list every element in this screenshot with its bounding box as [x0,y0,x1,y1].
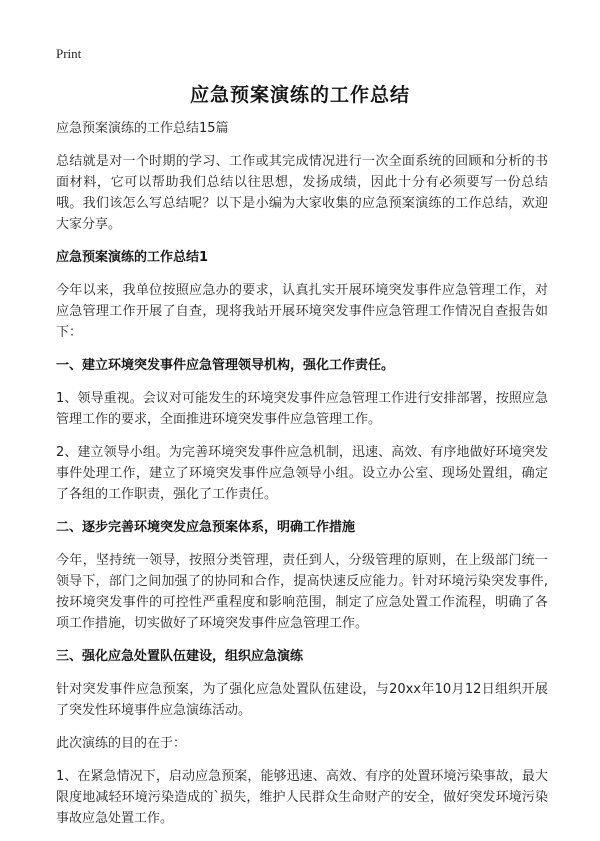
opening-paragraph: 今年以来，我单位按照应急办的要求，认真扎实开展环境突发事件应急管理工作，对应急管理工作开展了自查，现将我站开展环境突发事件应急管理工作情况自查报告如下： [56,283,548,340]
document-subtitle: 应急预案演练的工作总结15篇 [56,121,229,136]
item-1-paragraph: 1、领导重视。会议对可能发生的环境突发事件应急管理工作进行安排部署，按照应急管理工作的要求，全面推进环境突发事件应急管理工作。 [56,391,548,427]
heading-2: 二、逐步完善环境突发应急预案体系，明确工作措施 [56,520,356,535]
document-body [56,118,548,841]
print-label: Print [56,46,82,61]
section-title: 应急预案演练的工作总结1 [56,250,209,265]
heading-3: 三、强化应急处置队伍建设，组织应急演练 [56,649,304,664]
intro-paragraph: 总结就是对一个时期的学习、工作或其完成情况进行一次全面系统的回顾和分析的书面材料，它可以帮助我们总结以往思想，发扬成绩，因此十分有必须要写一份总结哦。我们该怎么写总结呢？以下是小编为大家收集的应急预案演练的工作总结，欢迎大家分享。 [56,154,548,232]
section-3-paragraph: 针对突发事件应急预案，为了强化应急处置队伍建设，与20xx年10月12日组织开展了突发性环境事件应急演练活动。 [56,682,548,718]
purpose-paragraph: 此次演练的目的在于： [56,736,187,751]
section-2-paragraph: 今年，坚持统一领导，按照分类管理，责任到人，分级管理的原则，在上级部门统一领导下，部门之间加强了的协同和合作，提高快速反应能力。针对环境污染突发事件,按环境突发事件的可控性严重程度和影响范围，制定了应急处置工作流程，明确了各项工作措施，切实做好了环境突发事件应急管理工作。 [56,553,548,631]
item-2-paragraph: 2、建立领导小组。为完善环境突发事件应急机制，迅速、高效、有序地做好环境突发事件处理工作，建立了环境突发事件应急领导小组。设立办公室、现场处置组，确定了各组的工作职责，强化了工作责任。 [56,445,548,502]
page-title: 应急预案演练的工作总结 [189,84,410,106]
purpose-item-1-paragraph: 1、在紧急情况下，启动应急预案，能够迅速、高效、有序的处置环境污染事故，最大限度地减轻环境污染造成的`损失，维护人民群众生命财产的安全，做好突发环境污染事故应急处置工作。 [56,769,548,826]
heading-1: 一、建立环境突发事件应急管理领导机构，强化工作责任。 [56,358,395,373]
